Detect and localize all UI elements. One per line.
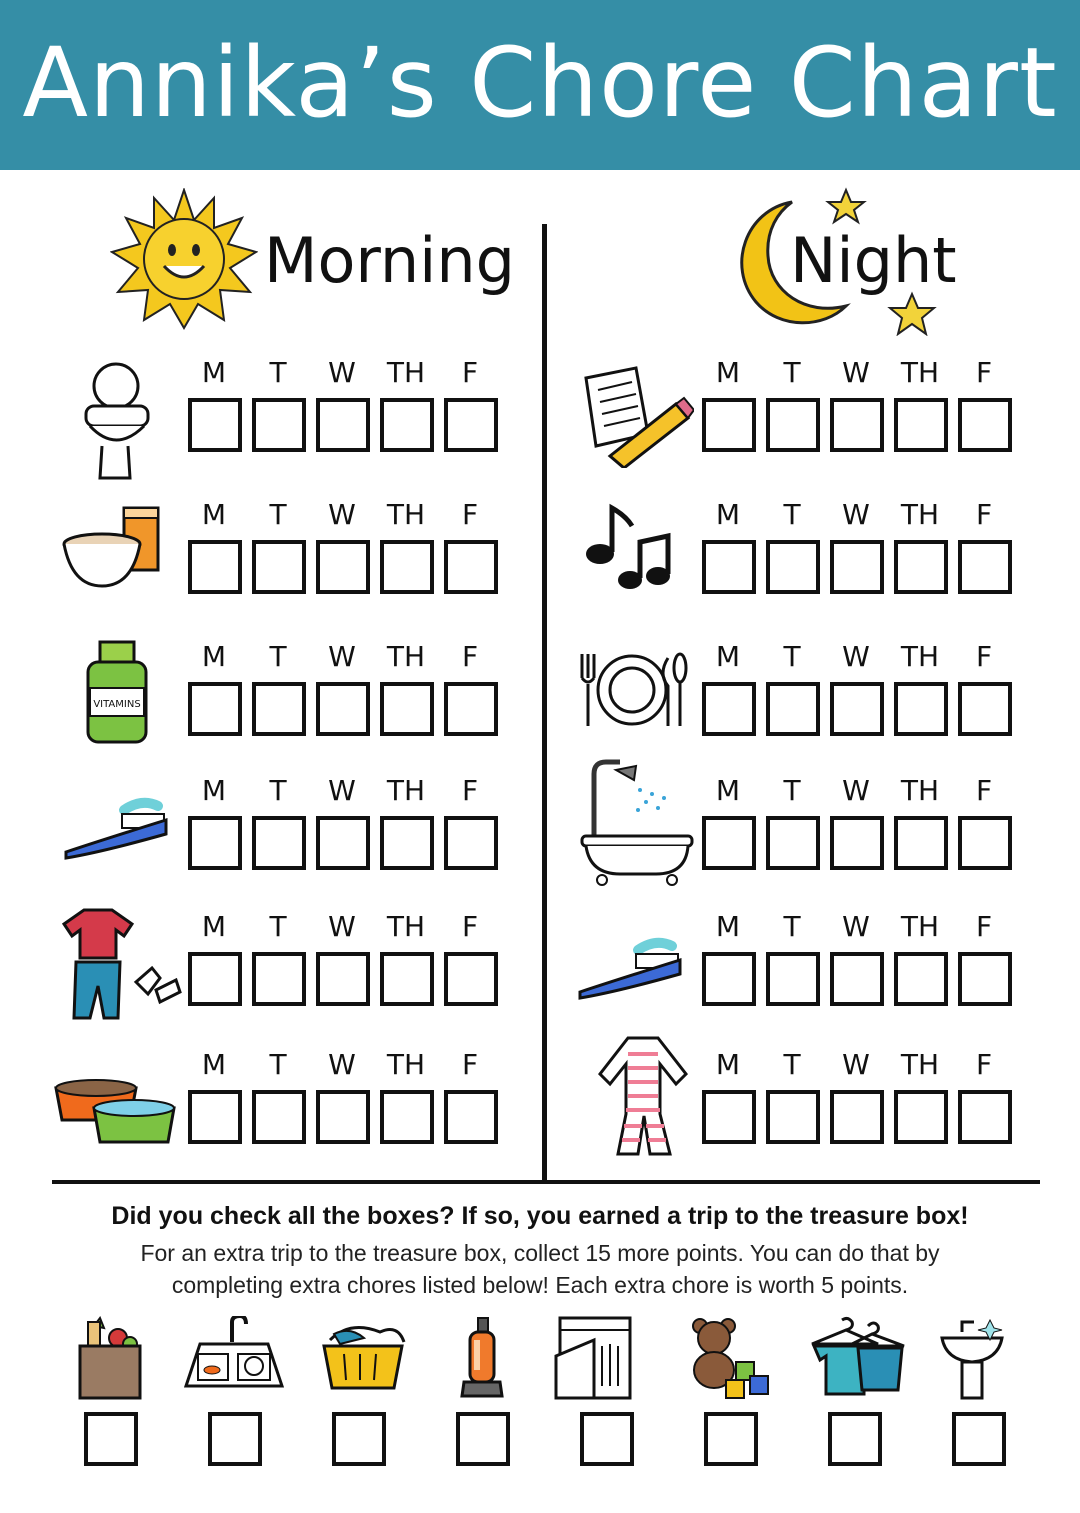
toys-icon bbox=[686, 1316, 772, 1400]
day-label-f: F bbox=[975, 910, 993, 943]
day-label-th: TH bbox=[386, 910, 426, 943]
day-label-th: TH bbox=[386, 356, 426, 389]
night-checkbox-f[interactable] bbox=[958, 682, 1012, 736]
morning-checkbox-t[interactable] bbox=[252, 682, 306, 736]
night-checkbox-th[interactable] bbox=[894, 540, 948, 594]
day-label-th: TH bbox=[386, 774, 426, 807]
clean-sink-icon bbox=[940, 1316, 1004, 1400]
day-label-t: T bbox=[783, 910, 801, 943]
day-label-w: W bbox=[328, 356, 356, 389]
night-checkbox-f[interactable] bbox=[958, 952, 1012, 1006]
night-checkbox-w[interactable] bbox=[830, 952, 884, 1006]
night-checkbox-f[interactable] bbox=[958, 398, 1012, 452]
extra-instructions-line2: completing extra chores listed below! Each extra chore is worth 5 points. bbox=[171, 1272, 909, 1298]
day-label-t: T bbox=[269, 774, 287, 807]
extra-checkbox-dishwasher[interactable] bbox=[580, 1412, 634, 1466]
dishwasher-icon bbox=[554, 1316, 636, 1400]
hang-clothes-icon bbox=[808, 1316, 906, 1396]
day-label-th: TH bbox=[386, 498, 426, 531]
night-checkbox-w[interactable] bbox=[830, 1090, 884, 1144]
night-checkbox-w[interactable] bbox=[830, 682, 884, 736]
day-label-f: F bbox=[461, 356, 479, 389]
day-label-m: M bbox=[715, 1048, 741, 1081]
day-label-f: F bbox=[461, 498, 479, 531]
night-checkbox-t[interactable] bbox=[766, 682, 820, 736]
music-notes-icon bbox=[584, 502, 672, 594]
day-label-w: W bbox=[842, 1048, 870, 1081]
morning-checkbox-m[interactable] bbox=[188, 952, 242, 1006]
morning-checkbox-m[interactable] bbox=[188, 398, 242, 452]
day-label-m: M bbox=[201, 774, 227, 807]
morning-checkbox-f[interactable] bbox=[444, 398, 498, 452]
night-checkbox-t[interactable] bbox=[766, 952, 820, 1006]
day-label-t: T bbox=[783, 774, 801, 807]
morning-checkbox-w[interactable] bbox=[316, 398, 370, 452]
day-label-w: W bbox=[328, 1048, 356, 1081]
day-label-m: M bbox=[715, 498, 741, 531]
laundry-basket-icon bbox=[320, 1316, 408, 1392]
day-label-th: TH bbox=[900, 1048, 940, 1081]
day-label-m: M bbox=[201, 910, 227, 943]
day-label-t: T bbox=[269, 356, 287, 389]
vitamins-label: VITAMINS bbox=[93, 699, 141, 710]
day-label-th: TH bbox=[900, 640, 940, 673]
morning-checkbox-t[interactable] bbox=[252, 816, 306, 870]
night-checkbox-th[interactable] bbox=[894, 952, 948, 1006]
morning-checkbox-t[interactable] bbox=[252, 1090, 306, 1144]
day-label-m: M bbox=[715, 356, 741, 389]
morning-checkbox-t[interactable] bbox=[252, 952, 306, 1006]
bath-icon bbox=[580, 758, 694, 886]
day-label-th: TH bbox=[900, 774, 940, 807]
day-label-m: M bbox=[201, 640, 227, 673]
day-label-w: W bbox=[842, 640, 870, 673]
morning-checkbox-th[interactable] bbox=[380, 682, 434, 736]
extra-checkbox-toys[interactable] bbox=[704, 1412, 758, 1466]
day-label-m: M bbox=[715, 774, 741, 807]
extra-checkbox-hang-clothes[interactable] bbox=[828, 1412, 882, 1466]
morning-checkbox-t[interactable] bbox=[252, 398, 306, 452]
morning-checkbox-f[interactable] bbox=[444, 816, 498, 870]
column-divider bbox=[542, 224, 547, 1182]
day-label-w: W bbox=[328, 910, 356, 943]
night-checkbox-th[interactable] bbox=[894, 398, 948, 452]
day-label-f: F bbox=[461, 640, 479, 673]
night-checkbox-m[interactable] bbox=[702, 816, 756, 870]
day-label-m: M bbox=[201, 356, 227, 389]
morning-checkbox-f[interactable] bbox=[444, 540, 498, 594]
night-checkbox-th[interactable] bbox=[894, 816, 948, 870]
page-title: Annika’s Chore Chart bbox=[22, 27, 1058, 139]
section-divider bbox=[52, 1180, 1040, 1184]
extra-checkbox-laundry-basket[interactable] bbox=[332, 1412, 386, 1466]
day-label-t: T bbox=[783, 356, 801, 389]
morning-checkbox-th[interactable] bbox=[380, 952, 434, 1006]
day-label-w: W bbox=[842, 498, 870, 531]
morning-checkbox-w[interactable] bbox=[316, 540, 370, 594]
day-label-t: T bbox=[269, 1048, 287, 1081]
vitamins-bottle-icon bbox=[86, 640, 148, 744]
day-label-f: F bbox=[461, 910, 479, 943]
night-checkbox-w[interactable] bbox=[830, 816, 884, 870]
clothes-icon bbox=[60, 906, 184, 1022]
night-heading: Night bbox=[790, 224, 957, 297]
day-label-m: M bbox=[715, 910, 741, 943]
night-checkbox-t[interactable] bbox=[766, 398, 820, 452]
toilet-icon bbox=[78, 362, 156, 482]
night-checkbox-m[interactable] bbox=[702, 540, 756, 594]
morning-checkbox-f[interactable] bbox=[444, 952, 498, 1006]
day-label-w: W bbox=[328, 640, 356, 673]
morning-checkbox-w[interactable] bbox=[316, 952, 370, 1006]
night-checkbox-th[interactable] bbox=[894, 682, 948, 736]
morning-checkbox-w[interactable] bbox=[316, 682, 370, 736]
morning-heading: Morning bbox=[264, 224, 515, 297]
groceries-icon bbox=[74, 1316, 146, 1400]
night-checkbox-m[interactable] bbox=[702, 398, 756, 452]
extra-checkbox-groceries[interactable] bbox=[84, 1412, 138, 1466]
night-checkbox-m[interactable] bbox=[702, 952, 756, 1006]
toothbrush-icon bbox=[576, 934, 682, 1000]
day-label-f: F bbox=[975, 356, 993, 389]
extra-checkbox-vacuum[interactable] bbox=[456, 1412, 510, 1466]
morning-checkbox-m[interactable] bbox=[188, 816, 242, 870]
night-checkbox-f[interactable] bbox=[958, 540, 1012, 594]
morning-checkbox-f[interactable] bbox=[444, 1090, 498, 1144]
morning-checkbox-t[interactable] bbox=[252, 540, 306, 594]
night-checkbox-w[interactable] bbox=[830, 398, 884, 452]
sun-icon bbox=[110, 188, 258, 330]
morning-checkbox-m[interactable] bbox=[188, 540, 242, 594]
reward-headline: Did you check all the boxes? If so, you earned a trip to the treasure box! bbox=[111, 1202, 969, 1230]
night-checkbox-f[interactable] bbox=[958, 816, 1012, 870]
morning-checkbox-m[interactable] bbox=[188, 1090, 242, 1144]
morning-checkbox-th[interactable] bbox=[380, 398, 434, 452]
day-label-f: F bbox=[975, 1048, 993, 1081]
morning-checkbox-w[interactable] bbox=[316, 1090, 370, 1144]
day-label-th: TH bbox=[386, 640, 426, 673]
day-label-w: W bbox=[328, 774, 356, 807]
night-checkbox-m[interactable] bbox=[702, 682, 756, 736]
day-label-f: F bbox=[975, 640, 993, 673]
morning-checkbox-th[interactable] bbox=[380, 540, 434, 594]
day-label-m: M bbox=[201, 498, 227, 531]
breakfast-bowl-juice-icon bbox=[62, 504, 162, 590]
extra-checkbox-clean-sink[interactable] bbox=[952, 1412, 1006, 1466]
day-label-f: F bbox=[975, 774, 993, 807]
day-label-t: T bbox=[783, 498, 801, 531]
morning-checkbox-m[interactable] bbox=[188, 682, 242, 736]
day-label-f: F bbox=[975, 498, 993, 531]
day-label-t: T bbox=[269, 910, 287, 943]
night-checkbox-t[interactable] bbox=[766, 816, 820, 870]
night-checkbox-m[interactable] bbox=[702, 1090, 756, 1144]
day-label-t: T bbox=[783, 1048, 801, 1081]
day-label-m: M bbox=[201, 1048, 227, 1081]
day-label-t: T bbox=[269, 640, 287, 673]
night-checkbox-t[interactable] bbox=[766, 1090, 820, 1144]
set-table-icon bbox=[576, 650, 688, 730]
day-label-t: T bbox=[783, 640, 801, 673]
pet-bowls-icon bbox=[52, 1070, 176, 1144]
morning-checkbox-th[interactable] bbox=[380, 1090, 434, 1144]
morning-checkbox-f[interactable] bbox=[444, 682, 498, 736]
night-checkbox-w[interactable] bbox=[830, 540, 884, 594]
vacuum-icon bbox=[460, 1316, 504, 1400]
day-label-w: W bbox=[842, 774, 870, 807]
night-checkbox-f[interactable] bbox=[958, 1090, 1012, 1144]
day-label-w: W bbox=[842, 910, 870, 943]
day-label-w: W bbox=[842, 356, 870, 389]
extra-checkbox-dishes-sink[interactable] bbox=[208, 1412, 262, 1466]
day-label-th: TH bbox=[900, 910, 940, 943]
day-label-th: TH bbox=[900, 356, 940, 389]
morning-checkbox-w[interactable] bbox=[316, 816, 370, 870]
day-label-th: TH bbox=[900, 498, 940, 531]
toothbrush-icon bbox=[62, 794, 168, 860]
day-label-w: W bbox=[328, 498, 356, 531]
night-checkbox-th[interactable] bbox=[894, 1090, 948, 1144]
pajamas-icon bbox=[598, 1034, 688, 1158]
day-label-f: F bbox=[461, 774, 479, 807]
day-label-th: TH bbox=[386, 1048, 426, 1081]
morning-checkbox-th[interactable] bbox=[380, 816, 434, 870]
homework-icon bbox=[580, 364, 694, 468]
dishes-sink-icon bbox=[184, 1316, 284, 1392]
extra-instructions-line1: For an extra trip to the treasure box, collect 15 more points. You can do that by bbox=[140, 1240, 940, 1266]
night-checkbox-t[interactable] bbox=[766, 540, 820, 594]
day-label-t: T bbox=[269, 498, 287, 531]
day-label-m: M bbox=[715, 640, 741, 673]
day-label-f: F bbox=[461, 1048, 479, 1081]
